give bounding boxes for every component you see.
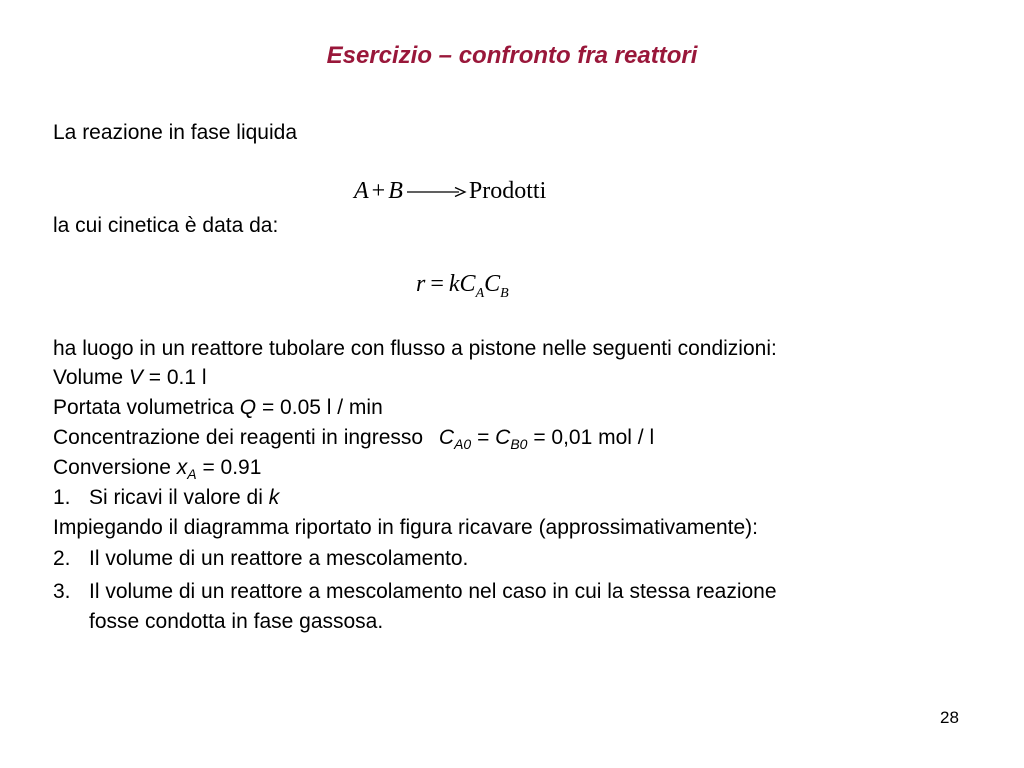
c-b-subscript: B [500, 286, 509, 301]
flow-value: = 0.05 l / min [261, 396, 383, 419]
c-a-subscript: A [475, 286, 485, 301]
k-symbol: k [448, 271, 460, 297]
conversion-label: Conversione [53, 456, 171, 479]
question-1 [53, 486, 279, 510]
conversion-value: = 0.91 [202, 456, 262, 479]
c-b-symbol: C [484, 271, 501, 297]
page-number: 28 [940, 708, 959, 727]
equals-sign: = [430, 271, 444, 297]
flow-line [53, 396, 383, 420]
volume-label: Volume [53, 366, 124, 389]
concentration-symbol-a: C [438, 426, 455, 449]
reaction-equation [354, 177, 546, 205]
slide-title: Esercizio – confronto fra reattori [326, 42, 698, 69]
conversion-symbol: x [176, 456, 188, 479]
question-3-number: 3. [53, 580, 71, 603]
volume-line [53, 366, 207, 390]
rate-equation [416, 270, 509, 308]
plus-sign: + [371, 178, 386, 204]
question-1-text: Si ricavi il valore di [89, 486, 263, 509]
question-1-number: 1. [53, 486, 71, 509]
c-a-symbol: C [459, 271, 476, 297]
question-1-symbol: k [268, 486, 280, 509]
concentration-subscript-b: B0 [510, 436, 528, 452]
flow-symbol: Q [239, 396, 257, 419]
concentration-equals: = [477, 426, 490, 449]
conversion-subscript: A [187, 466, 197, 482]
products-label: Prodotti [468, 178, 547, 204]
flow-label: Portata volumetrica [53, 396, 234, 419]
concentration-label: Concentrazione dei reagenti in ingresso [53, 426, 424, 449]
rate-symbol: r [416, 271, 426, 297]
conversion-line [53, 456, 261, 486]
question-2 [53, 547, 468, 571]
kinetics-intro: la cui cinetica è data da: [53, 214, 279, 237]
volume-value: = 0.1 l [148, 366, 207, 389]
question-3 [53, 580, 777, 604]
reaction-arrow-icon [405, 186, 467, 198]
diagram-intro: Impiegando il diagramma riportato in figura ricavare (approssimativamente): [53, 516, 758, 539]
intro-text: La reazione in fase liquida [53, 121, 298, 144]
reactant-b: B [388, 178, 403, 204]
reactant-a: A [354, 178, 369, 204]
question-2-text: Il volume di un reattore a mescolamento. [89, 547, 469, 570]
question-2-number: 2. [53, 547, 71, 570]
question-3-text-line-1: Il volume di un reattore a mescolamento nel caso in cui la stessa reazione [89, 580, 777, 603]
question-3-text-line-2: fosse condotta in fase gassosa. [89, 610, 384, 633]
concentration-symbol-b: C [495, 426, 511, 449]
concentration-value: = 0,01 mol / l [533, 426, 655, 449]
concentration-line [53, 426, 654, 456]
volume-symbol: V [128, 366, 143, 389]
conditions-intro: ha luogo in un reattore tubolare con flusso a pistone nelle seguenti condizioni: [53, 337, 777, 360]
concentration-subscript-a: A0 [454, 436, 472, 452]
